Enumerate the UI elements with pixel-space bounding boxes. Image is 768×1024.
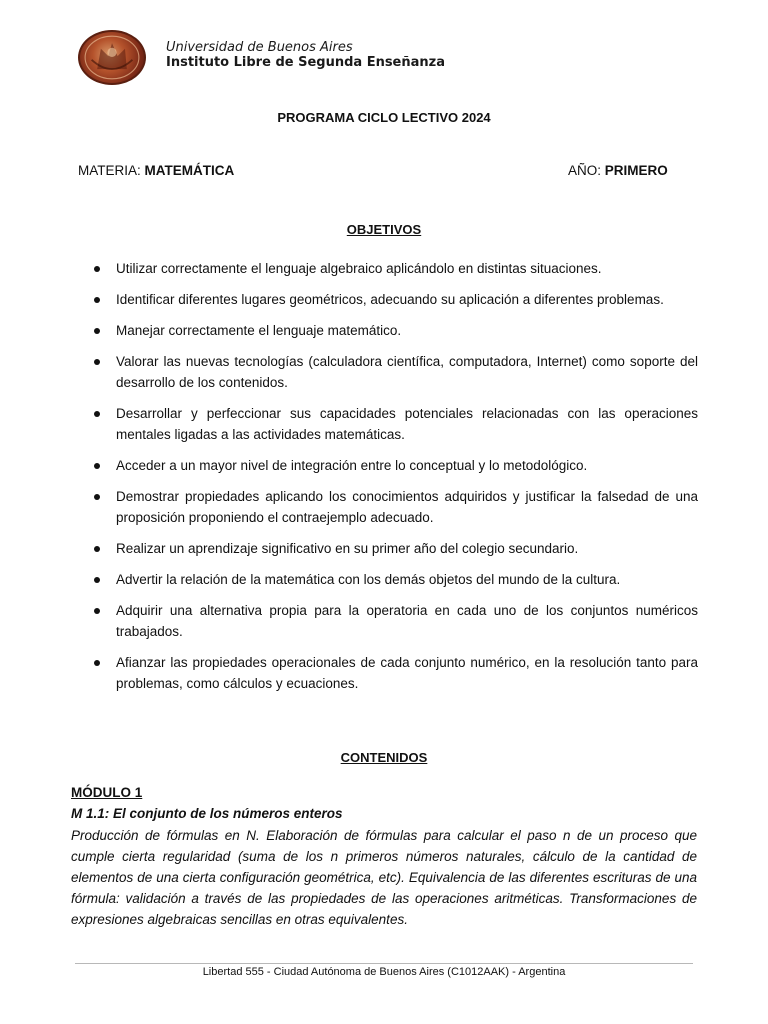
list-item-text: Demostrar propiedades aplicando los conocimientos adquiridos y justificar la falsedad de una proposición proponiendo el contraejemplo adecuado. (116, 489, 698, 525)
module-title: MÓDULO 1 (71, 785, 143, 800)
materia-label: MATERIA: (78, 163, 141, 178)
list-item (94, 258, 698, 279)
anio-field (568, 163, 668, 178)
list-item-text: Realizar un aprendizaje significativo en su primer año del colegio secundario. (116, 541, 579, 556)
footer-divider (75, 963, 693, 964)
list-item (94, 600, 698, 642)
bullet-icon (94, 608, 100, 614)
list-item-text: Valorar las nuevas tecnologías (calculadora científica, computadora, Internet) como soporte del desarrollo de los contenidos. (116, 354, 698, 390)
bullet-icon (94, 297, 100, 303)
materia-field (78, 163, 234, 178)
list-item (94, 569, 698, 590)
bullet-icon (94, 494, 100, 500)
anio-label: AÑO: (568, 163, 602, 178)
bullet-icon (94, 546, 100, 552)
list-item-text: Afianzar las propiedades operacionales de cada conjunto numérico, en la resolución tanto para problemas, como cálculos y ecuaciones. (116, 655, 698, 691)
bullet-icon (94, 577, 100, 583)
materia-value: MATEMÁTICA (144, 163, 235, 178)
anio-value: PRIMERO (604, 163, 668, 178)
list-item-text: Manejar correctamente el lenguaje matemático. (116, 323, 402, 338)
list-item (94, 351, 698, 393)
footer-address: Libertad 555 - Ciudad Autónoma de Buenos Aires (C1012AAK) - Argentina (202, 966, 566, 978)
institution-name: Universidad de Buenos Aires (166, 40, 353, 55)
letterhead (78, 28, 678, 88)
list-item-text: Adquirir una alternativa propia para la operatoria en cada uno de los conjuntos numéricos trabajados. (116, 603, 698, 639)
list-item (94, 455, 698, 476)
list-item (94, 538, 698, 559)
list-item (94, 289, 698, 310)
contenidos-heading: CONTENIDOS (340, 750, 428, 765)
bullet-icon (94, 411, 100, 417)
module-body: Producción de fórmulas en N. Elaboración de fórmulas para calcular el paso n de un proceso que cumple cierta regularidad (suma de los n primeros números naturales, cálculo de la cantidad de elementos de una cierta configuración geométrica, etc). Equivalencia de las diferentes escrituras de una fórmula: validación a través de las propiedades de las operaciones aritméticas. Transformaciones de expresiones algebraicas sencillas en otras equivalentes. (71, 828, 697, 927)
list-item (94, 320, 698, 341)
subinstitution-name: Instituto Libre de Segunda Enseñanza (166, 55, 445, 70)
objetivos-list (94, 258, 698, 704)
list-item-text: Advertir la relación de la matemática con los demás objetos del mundo de la cultura. (116, 572, 621, 587)
objetivos-heading: OBJETIVOS (346, 222, 422, 237)
module-subtitle: M 1.1: El conjunto de los números enteros (71, 806, 343, 821)
bullet-icon (94, 359, 100, 365)
list-item (94, 652, 698, 694)
list-item-text: Acceder a un mayor nivel de integración entre lo conceptual y lo metodológico. (116, 458, 588, 473)
list-item-text: Identificar diferentes lugares geométricos, adecuando su aplicación a diferentes problemas. (116, 292, 664, 307)
document-title: PROGRAMA CICLO LECTIVO 2024 (277, 110, 491, 125)
bullet-icon (94, 266, 100, 272)
bullet-icon (94, 660, 100, 666)
list-item-text: Desarrollar y perfeccionar sus capacidades potenciales relacionadas con las operaciones mentales ligadas a las actividades matemáticas. (116, 406, 698, 442)
bullet-icon (94, 328, 100, 334)
university-seal-icon (78, 30, 146, 85)
list-item (94, 403, 698, 445)
list-item-text: Utilizar correctamente el lenguaje algebraico aplicándolo en distintas situaciones. (116, 261, 602, 276)
list-item (94, 486, 698, 528)
bullet-icon (94, 463, 100, 469)
